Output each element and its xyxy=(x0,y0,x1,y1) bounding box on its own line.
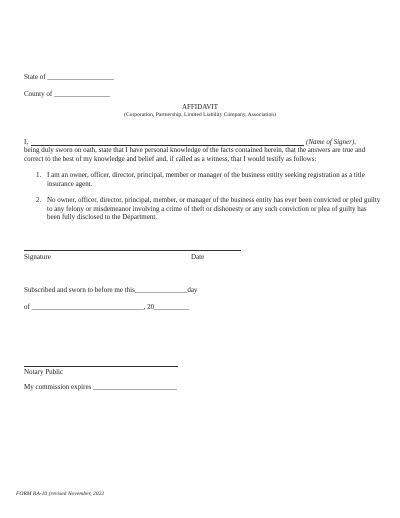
county-field[interactable]: ________________ xyxy=(53,90,110,98)
item-text: I am an owner, officer, director, principal, member or manager of the business entity seeking registration as a title insurance agent. xyxy=(47,171,365,188)
county-label: County of xyxy=(24,90,53,98)
list-item xyxy=(36,196,384,222)
document-title: AFFIDAVIT xyxy=(181,103,219,111)
subscribed-suffix: day xyxy=(187,286,198,294)
signer-prefix: I, xyxy=(24,138,29,146)
document-subtitle: (Corporation, Partnership, Limited Liability Company, Association) xyxy=(124,112,276,118)
form-footer: FORM RA-10 (revised November, 2022 xyxy=(16,491,105,497)
item-number: 1. xyxy=(36,171,42,179)
of-line xyxy=(24,303,189,312)
state-line xyxy=(24,73,114,82)
commission-line xyxy=(24,383,177,392)
state-field[interactable]: ___________________ xyxy=(47,73,114,81)
signer-caption: (Name of Signer), xyxy=(306,138,356,146)
subscribed-line xyxy=(24,286,197,295)
item-number: 2. xyxy=(36,196,42,204)
day-field[interactable]: _______________ xyxy=(134,286,188,294)
of-prefix: of xyxy=(24,303,30,311)
notary-label: Notary Public xyxy=(24,368,64,376)
commission-label: My commission expires xyxy=(24,383,92,391)
month-field[interactable]: ________________________________ xyxy=(31,303,144,311)
year-field[interactable]: __________ xyxy=(154,303,190,311)
notary-signature-field[interactable] xyxy=(24,366,178,367)
date-label: Date xyxy=(191,253,205,261)
subscribed-prefix: Subscribed and sworn to before me this xyxy=(24,286,135,294)
signature-label: Signature xyxy=(24,253,51,261)
year-prefix: , 20 xyxy=(143,303,155,311)
item-text: No owner, officer, director, principal, member, or manager of the business entity has ever been convicted or pled guilty to any felony or misdemeanor involving a crime of theft or dishonesty or any such conviction or plea of guilty has been fully disclosed to the Department. xyxy=(47,196,381,222)
state-label: State of xyxy=(24,73,46,81)
signature-date-field[interactable] xyxy=(24,250,241,251)
list-item xyxy=(36,171,384,189)
intro-paragraph: being duly sworn on oath, state that I have personal knowledge of the facts contained herein, that the answers are true and correct to the best of my knowledge and belief and, if called as a witness, that I would testify as follows: xyxy=(24,146,366,163)
commission-field[interactable]: ________________________ xyxy=(93,383,178,391)
county-line xyxy=(24,90,110,99)
